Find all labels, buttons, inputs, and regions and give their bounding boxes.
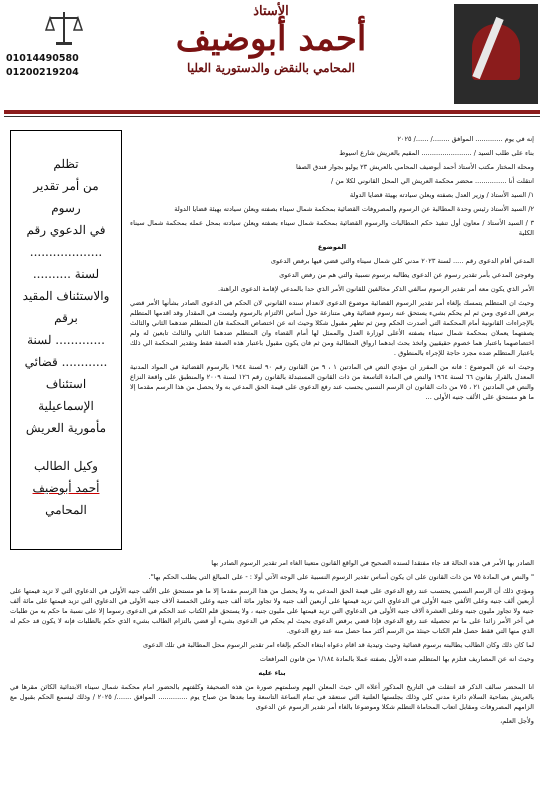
legal-quote: " والنص في المادة ٧٥ من ذات القانون على ان يكون أساس تقدير الرسوم النسبية على الوجه الآتي أولا : - على المبالغ التي يطلب الحكم بها". — [148, 573, 534, 581]
sidebar-line: ................... — [29, 245, 103, 259]
intro-line: إنه في يوم ............. الموافق ......../ ....../ ٢٠٢٥ — [397, 135, 534, 143]
intro-line: ومحله المختار مكتب الأستاذ أحمد أبوضيف المحامي بالعريش ٢٣ يوليو بجوار فندق الصفا — [295, 163, 534, 171]
agent-info — [11, 455, 121, 521]
agent-name: أحمد أبوضيف — [32, 481, 100, 495]
sidebar-line: والاستئناف المقيد — [22, 289, 110, 303]
sidebar-line: برقم — [54, 311, 78, 325]
case-sidebar-box — [10, 130, 122, 550]
sidebar-line: مأمورية العريش — [25, 421, 107, 435]
facts-line: الصادر بها الأمر في هذه الحالة قد جاء مفتقدا لسنده الصحيح في الواقع القانون متعينا الغاء امر تقدير الرسوم الصادر بها — [211, 559, 534, 567]
letterhead-title — [156, 4, 386, 75]
sidebar-line: رسوم — [51, 201, 81, 215]
phone-number: 01014490580 — [6, 53, 79, 64]
subject-para: المدعي أقام الدعوى رقم ..... لسنة ٢٠٢٣ مدني كلي شمال سيناء والتي قضي فيها برفض الدعوى — [270, 257, 534, 265]
sidebar-line: لسنة .......... — [32, 267, 100, 281]
subject-para: وحيث ان المتظلم يتمسك بإلغاء أمر تقدير الرسوم القضائية موضوع الدعوى لانعدام سنده القانوني لان الحكم في الدعوى الصادر بشأنها الأمر قضي برفض الدعوى ومن ثم لم يحكم بشيء يستحق عنه رسوم قضائية وهي متنازعة حول أساس الالتزام بالرسوم وليست في المقدار وقد اقدمها المتظلم بالإجراءات القانونية أمام المحكمة التي أصدرت الحكم ومن ثم تظهر مقبول شكلا وحيث انه عن اختصاص المحكمة فان المتظلم ضدهما الثاني والثالث يصفتهما يعملان بمحكمة شمال سيناء بصفته الأعلى لوزارة العدل والممثل لها أمام القضاء وان المتظلم ضدهما الثاني والثالث تابعين له ولم اختصاصهما باعتبار هما خصوم حقيقيين واتخذ بحث ابدهما ارواق المطالبة ومن ثم فان يكون مقبول باعتبار هذه الصفة فقط وتقدير المحكمة الي ذلك باعتبار المتظلم ضده مجرد حاجة للإجراء بالمنطوق . — [130, 299, 534, 357]
sidebar-line: في الدعوي رقم — [26, 223, 106, 237]
intro-line: ٢/ السيد الأستاذ رئيس وحدة المطالبة عن الرسوم والمصروفات القضائية بمحكمة شمال سيناء بصفته ويعلن سيادته بهيئة قضايا الدولة — [174, 205, 534, 213]
phone-number: 01200219204 — [6, 67, 79, 78]
header-divider — [4, 110, 540, 114]
sidebar-line: ............ قضائي — [24, 355, 108, 369]
lawyer-subtitle: المحامي بالنقض والدستورية العليا — [187, 61, 355, 75]
phone-numbers — [6, 52, 96, 80]
sidebar-line: ............. لسنة — [27, 333, 105, 347]
closing-line: ولأجل العلم، — [500, 717, 534, 725]
document-body-bottom — [10, 558, 534, 730]
subject-para: وفوجئ المدعي بأمر تقدير رسوم عن الدعوى يطالبه برسوم نسبية والتي هم من رفض الدعوى — [279, 271, 534, 279]
subject-para: الأمر الذي يكون معه أمر تقدير الرسوم سالفي الذكر مخالفين للقانون الأمر الذي حدا بالمدعي لإقامة الدعوى الراهنة. — [217, 285, 534, 293]
legal-analysis: ومؤدي ذلك أن الرسم النسبي يحتسب عند رفع الدعوى على قيمة الحق المدعي به ولا يحصل من هذا الرسم مقدما إلا ما هو مستحق على الألف جنيه الأولى في الدعاوي التي لا تزيد قيمتها على أربعين ألف جنيه وعلى الألفي جنيه الأولى في الدعاوي التي تزيد قيمتها على أربعين ألف جنيه ولا تجاوز مائة ألف جنيه وعلى الخمسة آلاف جنيه الأولى في الدعاوي التي تزيد قيمتها على مائة ألف جنيه ولا تجاوز مليون جنيه وعلى العشرة آلاف جنيه الأولى في الدعاوي التي تزيد قيمتها على مليون جنيه ، ولا يستحق قلم الكتاب عند الحكم في الدعوى رسوما إلا على نسبة ما حكم به من طلبات في آخر الأمر زائدا على ما تم تحصيله عند رفع الدعوى فإذا قضي برفض الدعوى بحيث لم يحكم في الدعوى بشيء أو قضي بالتزام الطالب بشيء الذي حكم بالطلبات فإنه لا يكون قد حكم له الذي منها التي فقط حصل قلم الكتاب حينئذ من الرسم أكثر مما حصل منه عند رفع الدعوى. — [10, 587, 534, 635]
sidebar-line: تظلم — [53, 157, 79, 171]
subject-heading: الموضوع — [317, 243, 347, 251]
intro-line: ٣ / السيد الأستاذ / معاون أول تنفيذ حكم المطالبات والرسوم القضائية بمحكمة شمال سيناء بصفته ويعلن سيادته بمحل عمله بمحكمة شمال سيناء الكلية — [130, 219, 534, 237]
law-firm-logo — [454, 4, 538, 104]
request-para: لما كان ذلك وكان الطالب يطالبته برسوم قضائية وحيث وتيدية قد اقام دعواه ابتغاء الحكم بإلغاء امر تقدير الرسوم محل المطالبة في تلك الدعوى — [143, 641, 534, 649]
intro-line: بناء على طلب السيد / ........................ المقيم بالعريش شارع اسيوط — [339, 149, 534, 157]
sidebar-line: الإسماعيلية — [38, 399, 94, 413]
conclusion-heading: بناء عليه — [258, 669, 286, 677]
lawyer-name: أحمد أبوضيف — [175, 19, 367, 59]
costs-para: وحيث انه عن المصاريف فتلزم بها المتظلم ضده الأول بصفته عملا بالمادة ١/١٨٤ من قانون المرافعات — [259, 655, 534, 663]
letterhead — [0, 0, 544, 118]
header-divider-thin — [4, 116, 540, 117]
subject-para: وحيث انه عن الموضوع : فانه من المقرر ان مؤدي النص في المادتين ١ ، ٩ من القانون رقم ٩٠ لسنة ١٩٤٤ بالرسوم القضائية في المواد المدنية المعدل بالقرار بقانون ٦٦ لسنة ١٩٦٤ والنص في المادة التاسعة من ذات القانون المستبدلة بالقانون رقم ١٢٦ لسنة ٢٠٠٩ والمنطبق على واقعة النزاع والنص في المادتين ٢١ ، ٧٥ من ذات القانون ان الرسم النسبي يحسب عند رفع الدعوى على قيمة الحق المدعي به ولا يحصل من هذا الرسم مقدما إلا ما هو مستحق على الألف جنيه الأولى ... — [130, 363, 535, 401]
scales-of-justice-icon — [44, 8, 84, 48]
agent-title: المحامي — [45, 503, 87, 517]
agent-line: وكيل الطالب — [34, 459, 98, 473]
title-prefix: الأستاذ — [253, 4, 289, 19]
summons-para: انا المحضر سالف الذكر قد انتقلت في التاريخ المذكور أعلاه الي حيث المعلن اليهم وسلمتهم صورة من هذه الصحيفة وكلفتهم بالحضور امام محكمة شمال سيناء الابتدائية الكائن مقرها في بالعريش بضاحية السلام دائرة مدني كلي وذلك بجلستها العلنية التي ستعقد في تمام الساعة التاسعة وما بعدها من صباح يوم .............. الموافق ......./ ٢٠٢٥ / وذلك ليسمع الحكم بقبول مع الزامهم المصروفات ومقابل اتعاب المحاماة التظلم شكلا وموضوعا بالغاء أمر تقدير الرسوم عن الدعوى — [10, 683, 534, 711]
case-info — [11, 153, 121, 439]
intro-line: انتقلت أنا ............... محضر محكمة العريش الي المحل القانوني لكلا من / — [331, 177, 534, 185]
sidebar-line: استئناف — [45, 377, 87, 391]
intro-line: ١/ السيد الأستاذ / وزير العدل بصفته ويعلن سيادته بهيئة قضايا الدولة — [349, 191, 534, 199]
document-body-top — [130, 134, 534, 406]
sidebar-line: من أمر تقدير — [33, 179, 99, 193]
